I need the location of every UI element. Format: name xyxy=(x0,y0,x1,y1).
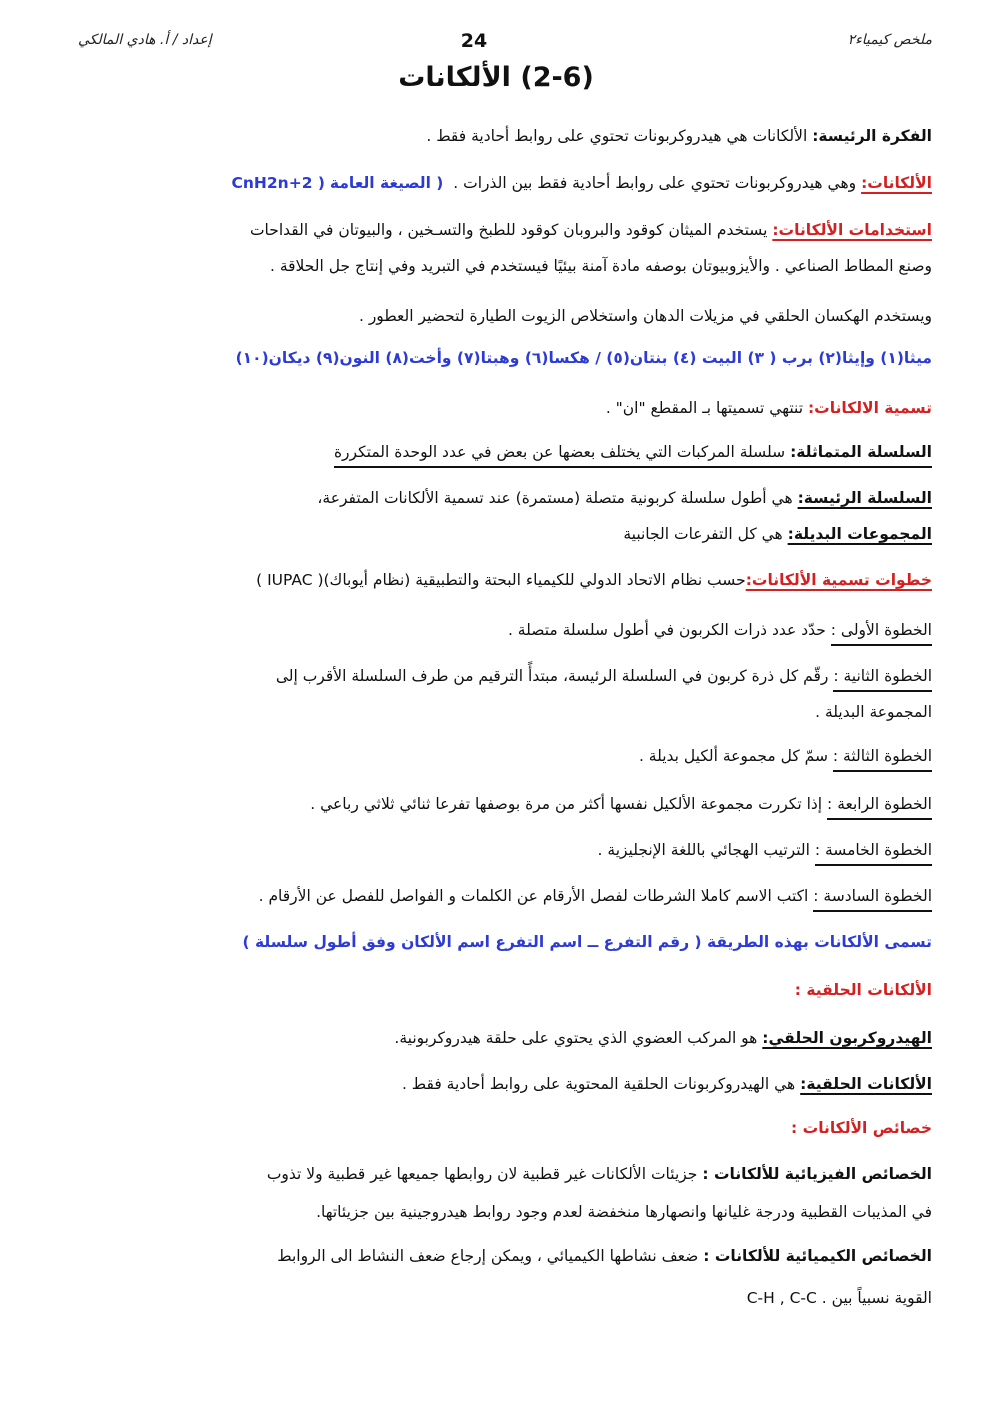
step-2-label: الخطوة الثانية : xyxy=(833,664,932,692)
step-2-text: رقّم كل ذرة كربون في السلسلة الرئيسة، مبتدأً الترقيم من طرف السلسلة الأقرب إلى xyxy=(275,667,829,685)
main-idea-label: الفكرة الرئيسة: xyxy=(812,127,932,145)
prefix-mnemonic: ميثا(١) وإيثا(٢) برب ( ٣) البيت (٤) بنتان(٥) / هكسا(٦) وهبتا(٧) وأخت(٨) النون(٩) ديكان(١٠) xyxy=(235,349,932,367)
page-title: (2-6) الألكانات xyxy=(398,62,594,93)
main-chain xyxy=(52,486,932,510)
step-1 xyxy=(52,618,932,646)
homologous-label: السلسلة المتماثلة: xyxy=(790,443,932,461)
substituents-text: هي كل التفرعات الجانبية xyxy=(623,525,783,543)
naming xyxy=(52,396,932,420)
header-author: إعداد / أ. هادي المالكي xyxy=(78,32,212,48)
step-1-text: حدّد عدد ذرات الكربون في أطول سلسلة متصلة . xyxy=(507,621,826,639)
cycloalkanes xyxy=(52,1072,932,1096)
steps-heading-label: خطوات تسمية الألكانات: xyxy=(745,571,932,589)
chemical-text-2: القوية نسبياً بين xyxy=(831,1289,932,1307)
step-4-text: إذا تكررت مجموعة الألكيل نفسها أكثر من مرة بوصفها تفرعا ثنائي ثلاثي رباعي . xyxy=(310,795,823,813)
physical-text-1: جزيئات الألكانات غير قطبية لان روابطها جميعها غير قطبية ولا تذوب xyxy=(266,1165,698,1183)
main-idea-text: الألكانات هي هيدروكربونات تحتوي على روابط أحادية فقط . xyxy=(426,127,808,145)
naming-label: تسمية الالكانات: xyxy=(807,399,932,417)
main-chain-label: السلسلة الرئيسة: xyxy=(797,489,932,507)
header-subject: ملخص كيمياء٢ xyxy=(847,32,932,48)
step-2 xyxy=(52,664,932,692)
uses-line-3: ويستخدم الهكسان الحلقي في مزيلات الدهان واستخلاص الزيوت الطيارة لتحضير العطور . xyxy=(358,307,932,325)
main-idea xyxy=(52,124,932,148)
naming-rule: تسمى الألكانات بهذه الطريقة ( رقم التفرع ــ اسم التفرع اسم الألكان وفق أطول سلسلة ) xyxy=(242,933,932,951)
chemical-properties-1 xyxy=(52,1244,932,1268)
step-4 xyxy=(52,792,932,820)
steps-heading xyxy=(52,568,932,592)
page-number: 24 xyxy=(460,30,488,52)
naming-text: تنتهي تسميتها بـ المقطع "ان" . xyxy=(605,399,804,417)
chemical-properties-2 xyxy=(52,1286,932,1310)
general-formula: CnH2n+2 ) xyxy=(231,174,325,192)
substituents-label: المجموعات البديلة: xyxy=(787,525,932,543)
iupac-abbr: ( IUPAC ) xyxy=(256,571,324,589)
step-3-label: الخطوة الثالثة : xyxy=(833,744,932,772)
cycloalkanes-text: هي الهيدروكربونات الحلقية المحتوية على روابط أحادية فقط . xyxy=(401,1075,796,1093)
alkanes-label: الألكانات: xyxy=(861,174,932,192)
step-6-text: اكتب الاسم كاملا الشرطات لفصل الأرقام عن الكلمات و الفواصل للفصل عن الأرقام . xyxy=(258,887,809,905)
substituents xyxy=(52,522,932,546)
properties-heading: خصائص الألكانات : xyxy=(791,1119,932,1137)
step-6-label: الخطوة السادسة : xyxy=(813,884,932,912)
step-2-continued: المجموعة البديلة . xyxy=(815,703,932,721)
chemical-label: الخصائص الكيميائية للألكانات : xyxy=(703,1247,932,1265)
step-1-label: الخطوة الأولى : xyxy=(831,618,932,646)
alkanes-text: وهي هيدروكربونات تحتوي على روابط أحادية فقط بين الذرات . xyxy=(453,174,857,192)
alkanes-definition xyxy=(52,171,932,195)
step-5-label: الخطوة الخامسة : xyxy=(815,838,932,866)
step-3-text: سمّ كل مجموعة ألكيل بديلة . xyxy=(638,747,828,765)
physical-properties-2: في المذيبات القطبية ودرجة غليانها وانصهارها منخفضة لعدم وجود روابط هيدروجينية بين جزيئاتها. xyxy=(316,1203,932,1221)
uses-label: استخدامات الألكانات: xyxy=(772,221,932,239)
step-5-text: الترتيب الهجائي باللغة الإنجليزية . xyxy=(597,841,810,859)
bond-types: C-H , C-C . xyxy=(746,1289,827,1307)
cyclic-hydrocarbon-label: الهيدروكربون الحلقي: xyxy=(762,1029,932,1047)
step-6 xyxy=(52,884,932,912)
cyclic-hydrocarbon-text: هو المركب العضوي الذي يحتوي على حلقة هيدروكربونية. xyxy=(394,1029,758,1047)
uses-line-2: وصنع المطاط الصناعي . والأيزوبيوتان بوصفه مادة آمنة بيئيًا فيستخدم في التبريد وفي إنتاج جل الحلاقة . xyxy=(269,257,932,275)
cycloalkanes-label: الألكانات الحلقية: xyxy=(800,1075,932,1093)
main-chain-text: هي أطول سلسلة كربونية متصلة (مستمرة) عند تسمية الألكانات المتفرعة، xyxy=(317,489,793,507)
physical-label: الخصائص الفيزيائية للألكانات : xyxy=(702,1165,932,1183)
formula-label: ( الصيغة العامة xyxy=(329,174,444,192)
uses-line-1 xyxy=(52,218,932,242)
chemical-text-1: ضعف نشاطها الكيميائي ، ويمكن إرجاع ضعف النشاط الى الروابط xyxy=(277,1247,699,1265)
steps-heading-text: حسب نظام الاتحاد الدولي للكيمياء البحتة والتطبيقية (نظام أيوباك) xyxy=(323,571,746,589)
homologous-series xyxy=(52,440,932,468)
uses-text-1: يستخدم الميثان كوقود والبروبان كوقود للطبخ والتسـخين ، والبيوتان في القداحات xyxy=(249,221,768,239)
physical-properties-1 xyxy=(52,1162,932,1186)
cyclic-heading: الألكانات الحلقية : xyxy=(794,981,932,999)
step-4-label: الخطوة الرابعة : xyxy=(827,792,932,820)
step-3 xyxy=(52,744,932,772)
step-5 xyxy=(52,838,932,866)
homologous-box xyxy=(334,440,932,468)
cyclic-hydrocarbon xyxy=(52,1026,932,1050)
homologous-text: سلسلة المركبات التي يختلف بعضها عن بعض في عدد الوحدة المتكررة xyxy=(333,443,786,461)
